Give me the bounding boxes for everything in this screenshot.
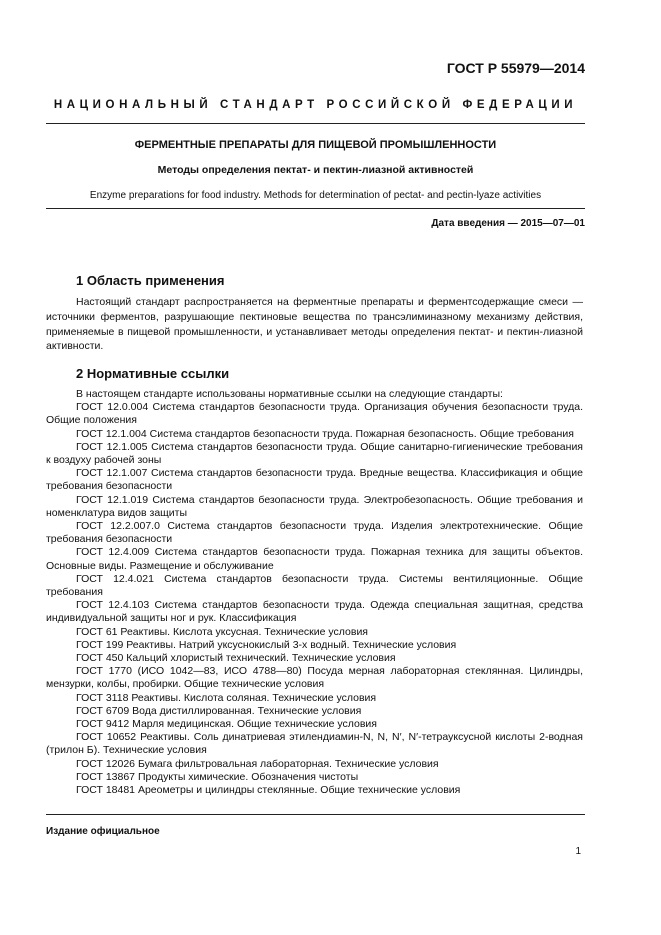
normative-references-list [46, 388, 583, 797]
title-divider [46, 208, 585, 209]
reference-item: ГОСТ 18481 Ареометры и цилиндры стеклянные. Общие технические условия [76, 784, 461, 797]
reference-item: ГОСТ 12.1.005 Система стандартов безопасности труда. Общие санитарно-гигиенические требования к воздуху рабочей зоны [46, 440, 583, 467]
reference-item: ГОСТ 450 Кальций хлористый технический. Технические условия [76, 652, 396, 665]
reference-item: ГОСТ 12.4.009 Система стандартов безопасности труда. Пожарная техника для защиты объектов. Основные виды. Размещение и обслуживание [46, 546, 583, 572]
footer-divider [46, 814, 585, 815]
introduction-date: Дата введения — 2015—07—01 [431, 218, 585, 229]
reference-item: ГОСТ 1770 (ИСО 1042—83, ИСО 4788—80) Посуда мерная лабораторная стеклянная. Цилиндры, мензурки, колбы, пробирки. Общие технические условия [46, 665, 583, 691]
reference-item: ГОСТ 12026 Бумага фильтровальная лабораторная. Технические условия [76, 757, 439, 770]
official-edition-label: Издание официальное [46, 826, 160, 837]
document-title: ФЕРМЕНТНЫЕ ПРЕПАРАТЫ ДЛЯ ПИЩЕВОЙ ПРОМЫШЛЕННОСТИ [134, 139, 497, 151]
references-intro: В настоящем стандарте использованы нормативные ссылки на следующие стандарты: [76, 388, 503, 400]
reference-item: ГОСТ 9412 Марля медицинская. Общие технические условия [76, 718, 377, 731]
standard-id: ГОСТ Р 55979—2014 [446, 60, 585, 76]
reference-item: ГОСТ 3118 Реактивы. Кислота соляная. Технические условия [76, 691, 377, 704]
reference-item: ГОСТ 12.1.007 Система стандартов безопасности труда. Вредные вещества. Классификация и общие требования безопасности [46, 467, 583, 493]
section-1-body [46, 295, 583, 354]
section-1-paragraph: Настоящий стандарт распространяется на ферментные препараты и ферментсодержащие смеси — источники ферментов, разрушающие пектиновые вещества по трансэлиминазному механизму действия, применяемые в пищевой промышленности, и устанавливает методы определения пектат- и пектин-лиазной активности. [46, 296, 583, 353]
document-subtitle: Методы определения пектат- и пектин-лиазной активностей [157, 164, 474, 176]
reference-item: ГОСТ 12.1.004 Система стандартов безопасности труда. Пожарная безопасность. Общие требования [76, 427, 574, 440]
english-title: Enzyme preparations for food industry. Methods for determination of pectat- and pectin-lyaze activities [89, 190, 542, 201]
reference-item: ГОСТ 12.4.103 Система стандартов безопасности труда. Одежда специальная защитная, средства индивидуальной защиты ног и рук. Классификация [46, 599, 583, 625]
reference-item: ГОСТ 12.1.019 Система стандартов безопасности труда. Электробезопасность. Общие требования и номенклатура видов защиты [46, 493, 583, 519]
national-standard-banner: НАЦИОНАЛЬНЫЙ СТАНДАРТ РОССИЙСКОЙ ФЕДЕРАЦИИ [53, 99, 578, 111]
reference-item: ГОСТ 13867 Продукты химические. Обозначения чистоты [76, 770, 359, 783]
reference-item: ГОСТ 12.2.007.0 Система стандартов безопасности труда. Изделия электротехнические. Общие требования безопасности [46, 520, 583, 546]
header-divider [46, 123, 585, 124]
reference-item: ГОСТ 61 Реактивы. Кислота уксусная. Технические условия [76, 625, 368, 638]
reference-item: ГОСТ 12.4.021 Система стандартов безопасности труда. Системы вентиляционные. Общие требования [46, 572, 583, 599]
reference-item: ГОСТ 199 Реактивы. Натрий уксуснокислый 3-х водный. Технические условия [76, 638, 457, 651]
reference-item: ГОСТ 6709 Вода дистиллированная. Технические условия [76, 704, 362, 717]
reference-item: ГОСТ 10652 Реактивы. Соль динатриевая этилендиамин-N, N, N′, N′-тетрауксусной кислоты 2-водная (трилон Б). Технические условия [46, 731, 583, 757]
reference-item: ГОСТ 12.0.004 Система стандартов безопасности труда. Организация обучения безопасности труда. Общие положения [46, 401, 583, 427]
section-1-heading: 1 Область применения [76, 273, 225, 288]
section-2-heading: 2 Нормативные ссылки [76, 366, 230, 381]
page-number: 1 [575, 846, 581, 857]
